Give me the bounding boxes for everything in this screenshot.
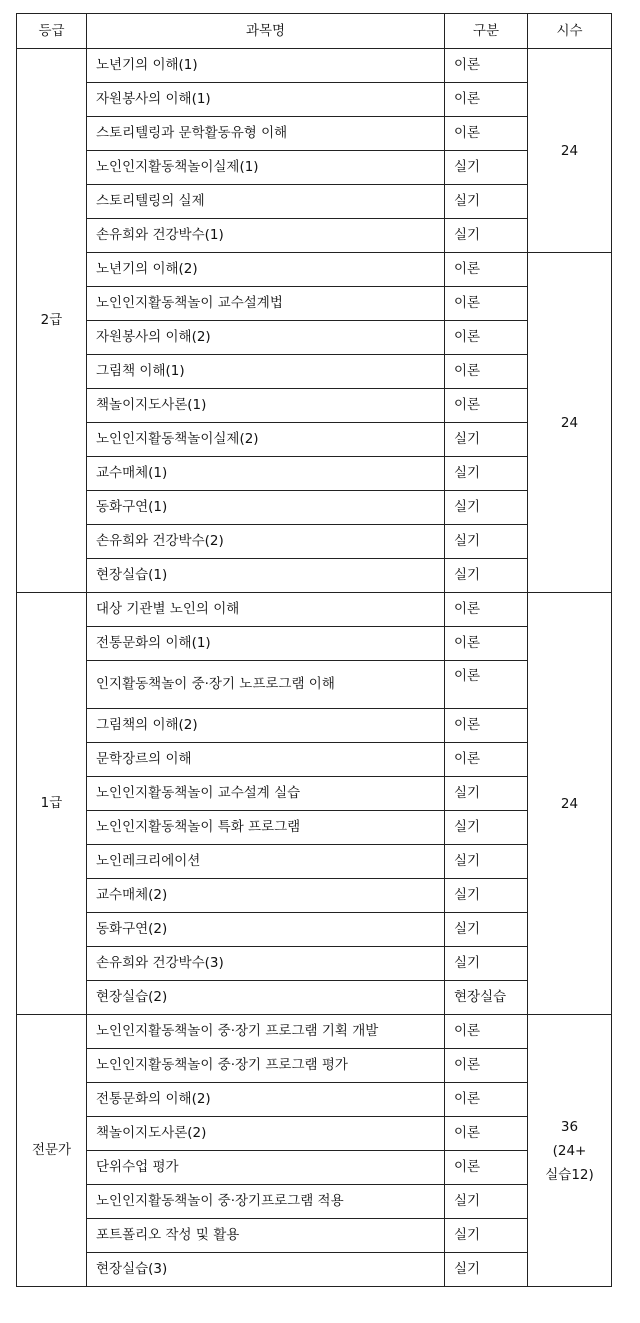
course-type-cell: 실기: [445, 1219, 528, 1253]
course-type-cell: 실기: [445, 845, 528, 879]
table-row: [17, 389, 612, 423]
table-row: [17, 743, 612, 777]
table-row: [17, 1151, 612, 1185]
course-type-cell: 이론: [445, 287, 528, 321]
table-row: [17, 811, 612, 845]
course-name-cell: 그림책의 이해(2): [87, 709, 445, 743]
course-name-cell: 노인인지활동책놀이 교수설계법: [87, 287, 445, 321]
table-row: [17, 709, 612, 743]
course-type-cell: 실기: [445, 879, 528, 913]
course-name-cell: 자원봉사의 이해(1): [87, 83, 445, 117]
course-name-cell: 손유희와 건강박수(1): [87, 219, 445, 253]
course-name-cell: 노인인지활동책놀이실제(2): [87, 423, 445, 457]
course-name-cell: 노년기의 이해(1): [87, 49, 445, 83]
course-type-cell: 이론: [445, 709, 528, 743]
grade-cell: 전문가: [17, 1015, 87, 1287]
table-row: [17, 49, 612, 83]
course-name-cell: 노인인지활동책놀이 중·장기 프로그램 평가: [87, 1049, 445, 1083]
course-type-cell: 이론: [445, 1015, 528, 1049]
course-name-cell: 현장실습(3): [87, 1253, 445, 1287]
table-row: [17, 491, 612, 525]
table-row: [17, 185, 612, 219]
table-row: [17, 1219, 612, 1253]
course-name-cell: 대상 기관별 노인의 이해: [87, 593, 445, 627]
grade-cell: 1급: [17, 593, 87, 1015]
table-row: [17, 947, 612, 981]
course-type-cell: 실기: [445, 811, 528, 845]
course-type-cell: 이론: [445, 627, 528, 661]
table-row: [17, 151, 612, 185]
course-name-cell: 그림책 이해(1): [87, 355, 445, 389]
hours-line: 실습12): [545, 1166, 594, 1183]
table-row: [17, 1083, 612, 1117]
course-name-cell: 현장실습(2): [87, 981, 445, 1015]
hours-cell: [528, 49, 612, 253]
curriculum-table: [16, 13, 612, 1287]
hours-line: 36: [560, 1118, 579, 1135]
course-type-cell: 이론: [445, 661, 528, 709]
table-row: [17, 1015, 612, 1049]
hours-cell: [528, 1015, 612, 1287]
course-type-cell: 이론: [445, 1083, 528, 1117]
table-row: [17, 355, 612, 389]
hours-cell: [528, 593, 612, 1015]
course-name-cell: 전통문화의 이해(1): [87, 627, 445, 661]
hours-line: 24: [560, 414, 579, 431]
hours-line: 24: [560, 795, 579, 812]
course-name-cell: 단위수업 평가: [87, 1151, 445, 1185]
course-type-cell: 이론: [445, 117, 528, 151]
grade-cell: 2급: [17, 49, 87, 593]
table-row: [17, 117, 612, 151]
course-name-cell: 노인인지활동책놀이 중·장기프로그램 적용: [87, 1185, 445, 1219]
course-type-cell: 실기: [445, 777, 528, 811]
course-name-cell: 노인인지활동책놀이 중·장기 프로그램 기획 개발: [87, 1015, 445, 1049]
header-hours: 시수: [528, 14, 612, 49]
course-name-cell: 노년기의 이해(2): [87, 253, 445, 287]
course-type-cell: 이론: [445, 83, 528, 117]
course-name-cell: 전통문화의 이해(2): [87, 1083, 445, 1117]
course-name-cell: 인지활동책놀이 중·장기 노프로그램 이해: [87, 661, 445, 709]
course-name-cell: 교수매체(1): [87, 457, 445, 491]
table-row: [17, 879, 612, 913]
course-name-cell: 노인인지활동책놀이실제(1): [87, 151, 445, 185]
course-name-cell: 동화구연(1): [87, 491, 445, 525]
course-type-cell: 실기: [445, 947, 528, 981]
course-type-cell: 실기: [445, 913, 528, 947]
table-row: [17, 253, 612, 287]
table-body: [17, 49, 612, 1287]
course-type-cell: 실기: [445, 1185, 528, 1219]
course-name-cell: 책놀이지도사론(2): [87, 1117, 445, 1151]
header-grade: 등급: [17, 14, 87, 49]
course-name-cell: 동화구연(2): [87, 913, 445, 947]
course-type-cell: 실기: [445, 525, 528, 559]
course-type-cell: 이론: [445, 593, 528, 627]
table-row: [17, 1049, 612, 1083]
table-row: [17, 559, 612, 593]
course-type-cell: 이론: [445, 1151, 528, 1185]
course-name-cell: 자원봉사의 이해(2): [87, 321, 445, 355]
course-type-cell: 실기: [445, 491, 528, 525]
table-row: [17, 1253, 612, 1287]
course-name-cell: 교수매체(2): [87, 879, 445, 913]
table-row: [17, 913, 612, 947]
course-name-cell: 노인인지활동책놀이 특화 프로그램: [87, 811, 445, 845]
course-type-cell: 이론: [445, 355, 528, 389]
table-header-row: [17, 14, 612, 49]
table-row: [17, 83, 612, 117]
course-type-cell: 이론: [445, 49, 528, 83]
table-row: [17, 457, 612, 491]
table-row: [17, 1117, 612, 1151]
course-type-cell: 이론: [445, 1117, 528, 1151]
course-name-cell: 노인레크리에이션: [87, 845, 445, 879]
table-row: [17, 1185, 612, 1219]
course-type-cell: 이론: [445, 253, 528, 287]
course-type-cell: 실기: [445, 457, 528, 491]
course-name-cell: 현장실습(1): [87, 559, 445, 593]
table-row: [17, 981, 612, 1015]
table-row: [17, 423, 612, 457]
hours-line: (24+: [552, 1142, 587, 1159]
course-type-cell: 실기: [445, 559, 528, 593]
hours-cell: [528, 253, 612, 593]
table-row: [17, 845, 612, 879]
course-type-cell: 이론: [445, 1049, 528, 1083]
course-name-cell: 포트폴리오 작성 및 활용: [87, 1219, 445, 1253]
course-type-cell: 현장실습: [445, 981, 528, 1015]
course-name-cell: 노인인지활동책놀이 교수설계 실습: [87, 777, 445, 811]
course-type-cell: 이론: [445, 321, 528, 355]
header-course: 과목명: [87, 14, 445, 49]
table-row: [17, 661, 612, 709]
course-name-cell: 스토리텔링의 실제: [87, 185, 445, 219]
course-type-cell: 실기: [445, 1253, 528, 1287]
hours-line: 24: [560, 142, 579, 159]
table-row: [17, 777, 612, 811]
table-row: [17, 287, 612, 321]
course-type-cell: 실기: [445, 185, 528, 219]
course-name-cell: 손유희와 건강박수(3): [87, 947, 445, 981]
header-type: 구분: [445, 14, 528, 49]
course-type-cell: 이론: [445, 743, 528, 777]
table-row: [17, 593, 612, 627]
table-row: [17, 627, 612, 661]
course-type-cell: 실기: [445, 423, 528, 457]
table-row: [17, 219, 612, 253]
course-type-cell: 이론: [445, 389, 528, 423]
course-name-cell: 손유희와 건강박수(2): [87, 525, 445, 559]
course-name-cell: 문학장르의 이해: [87, 743, 445, 777]
table-row: [17, 321, 612, 355]
course-name-cell: 책놀이지도사론(1): [87, 389, 445, 423]
table-row: [17, 525, 612, 559]
course-type-cell: 실기: [445, 151, 528, 185]
course-name-cell: 스토리텔링과 문학활동유형 이해: [87, 117, 445, 151]
course-type-cell: 실기: [445, 219, 528, 253]
